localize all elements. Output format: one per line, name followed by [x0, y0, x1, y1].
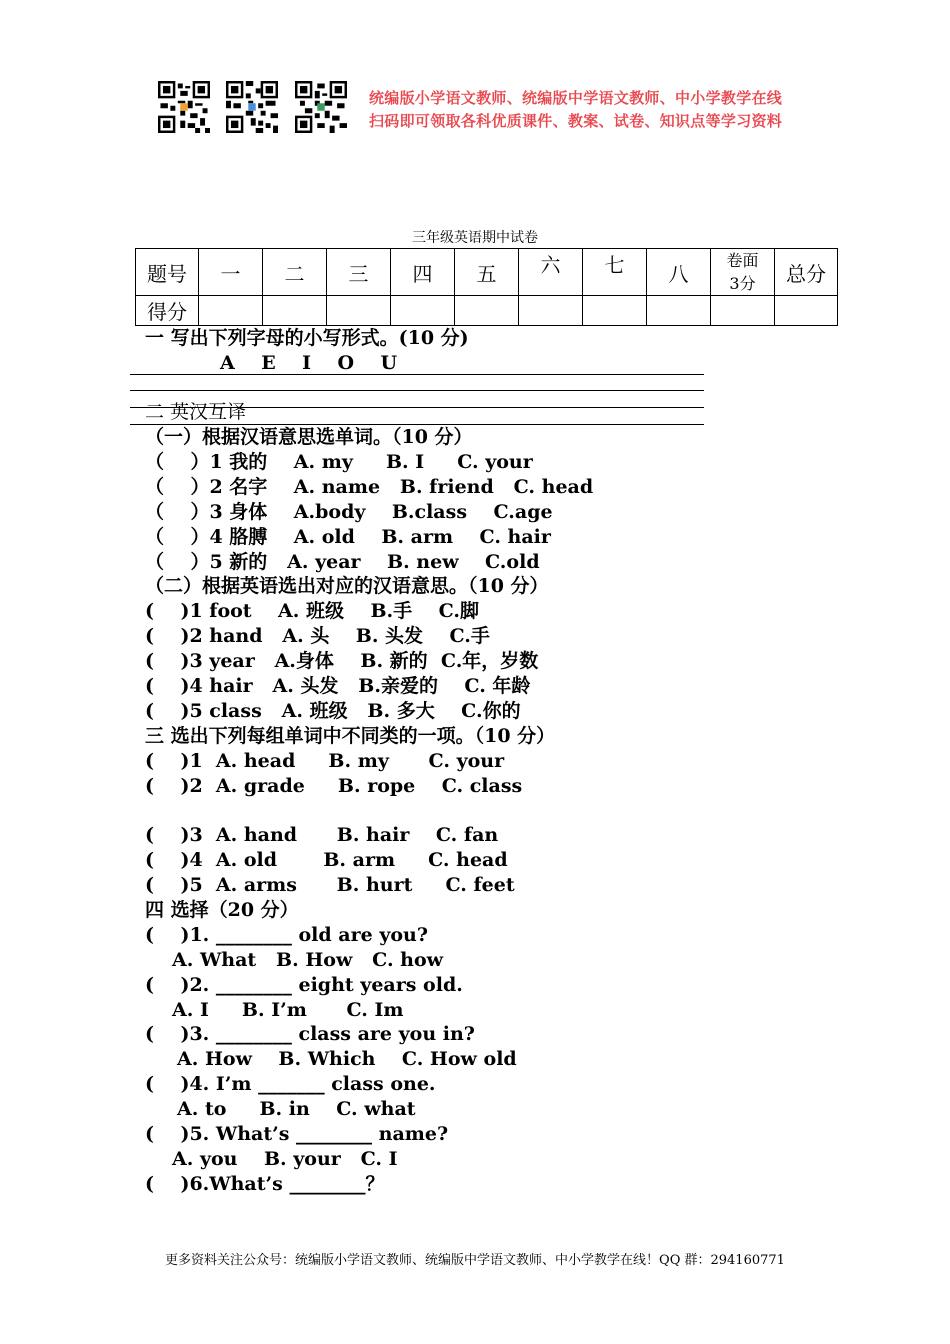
- exam-title: 三年级英语期中试卷: [412, 230, 538, 246]
- qr-code-2: [226, 81, 278, 133]
- score-header-cell: 五: [455, 249, 519, 296]
- score-header-cell: 八: [647, 249, 711, 296]
- answer-line: [130, 374, 704, 375]
- score-header-cell: 三: [327, 249, 391, 296]
- score-input-cell[interactable]: [775, 296, 838, 326]
- question-options: A. How B. Which C. How old: [177, 1048, 517, 1070]
- section1-letters: A E I O U: [220, 352, 398, 374]
- score-input-cell[interactable]: [647, 296, 711, 326]
- question-item: ( )5. What’s ________ name?: [145, 1123, 449, 1145]
- question-item: ( )4 A. old B. arm C. head: [145, 849, 508, 871]
- banner-line-1: 统编版小学语文教师、统编版中学语文教师、中小学教学在线: [369, 89, 783, 107]
- question-item: ( )5 class A. 班级 B. 多大 C.你的: [145, 700, 521, 722]
- score-table: [135, 248, 838, 326]
- question-options: A. you B. your C. I: [172, 1148, 398, 1170]
- banner-line-2: 扫码即可领取各科优质课件、教案、试卷、知识点等学习资料: [369, 112, 783, 130]
- score-input-cell[interactable]: [455, 296, 519, 326]
- question-options: A. to B. in C. what: [177, 1098, 416, 1120]
- question-item: （ ）5 新的 A. year B. new C.old: [145, 551, 540, 573]
- section2-part2-heading: （二）根据英语选出对应的汉语意思。（10 分）: [145, 575, 549, 597]
- score-input-cell[interactable]: [327, 296, 391, 326]
- score-header-cell: 二: [263, 249, 327, 296]
- score-header-cell: 一: [199, 249, 263, 296]
- question-item: （ ）2 名字 A. name B. friend C. head: [145, 476, 594, 498]
- question-options: A. I B. I’m C. Im: [172, 999, 404, 1021]
- score-header-cell: [711, 249, 775, 296]
- question-item: （ ）4 胳膊 A. old B. arm C. hair: [145, 526, 551, 548]
- question-item: （ ）1 我的 A. my B. I C. your: [145, 451, 533, 473]
- question-item: ( )2 A. grade B. rope C. class: [145, 775, 523, 797]
- score-input-cell[interactable]: [583, 296, 647, 326]
- qr-code-1: [158, 81, 210, 133]
- score-header-cell: 六: [519, 249, 583, 296]
- qr-code-3: [295, 81, 347, 133]
- score-header-cell: 总分: [775, 249, 838, 296]
- question-item: ( )1 A. head B. my C. your: [145, 750, 505, 772]
- question-item: ( )6.What’s ________？: [145, 1173, 385, 1195]
- question-item: ( )4. I’m _______ class one.: [145, 1073, 436, 1095]
- score-row-label: 得分: [136, 296, 199, 326]
- question-item: ( )3. ________ class are you in?: [145, 1023, 475, 1045]
- question-item: ( )4 hair A. 头发 B.亲爱的 C. 年龄: [145, 675, 531, 697]
- score-header-cell: 题号: [136, 249, 199, 296]
- section4-heading: 四 选择（20 分）: [145, 899, 299, 921]
- score-header-cell: 四: [391, 249, 455, 296]
- section2-heading: 二 英汉互译: [145, 401, 247, 423]
- score-input-cell[interactable]: [199, 296, 263, 326]
- score-header-cell: 七: [583, 249, 647, 296]
- answer-line: [130, 390, 704, 391]
- score-input-cell[interactable]: [711, 296, 775, 326]
- question-item: ( )1 foot A. 班级 B.手 C.脚: [145, 600, 479, 622]
- score-input-cell[interactable]: [391, 296, 455, 326]
- question-item: ( )3 year A.身体 B. 新的 C.年，岁数: [145, 650, 539, 672]
- paper-neatness-label: 卷面3分: [726, 251, 759, 293]
- question-item: （ ）3 身体 A.body B.class C.age: [145, 501, 553, 523]
- question-item: ( )5 A. arms B. hurt C. feet: [145, 874, 515, 896]
- section1-heading: 一 写出下列字母的小写形式。(10 分): [145, 327, 469, 349]
- section2-part1-heading: （一）根据汉语意思选单词。（10 分）: [145, 426, 473, 448]
- question-item: ( )3 A. hand B. hair C. fan: [145, 824, 499, 846]
- question-options: A. What B. How C. how: [172, 949, 444, 971]
- question-item: ( )2 hand A. 头 B. 头发 C.手: [145, 625, 490, 647]
- question-item: ( )1. ________ old are you?: [145, 924, 428, 946]
- section3-heading: 三 选出下列每组单词中不同类的一项。（10 分）: [145, 725, 556, 747]
- footer-note: 更多资料关注公众号：统编版小学语文教师、统编版中学语文教师、中小学教学在线！QQ 群：294160771: [165, 1253, 785, 1268]
- question-item: ( )2. ________ eight years old.: [145, 974, 463, 996]
- score-input-cell[interactable]: [519, 296, 583, 326]
- score-input-cell[interactable]: [263, 296, 327, 326]
